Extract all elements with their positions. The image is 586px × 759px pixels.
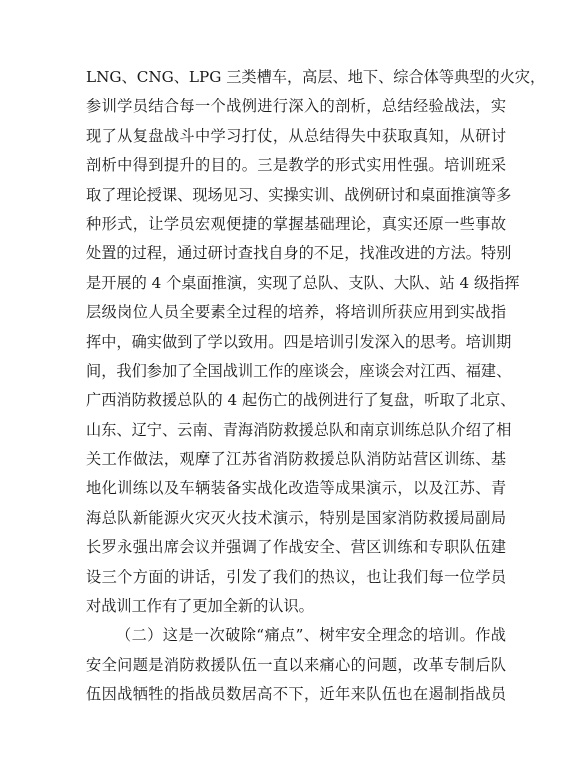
text-line: 设三个方面的讲话，引发了我们的热议，也让我们每一位学员 <box>86 567 506 586</box>
text-line: LNG、CNG、LPG 三类槽车，高层、地下、综合体等典型的火灾， <box>86 68 546 86</box>
text-line: 剖析中得到提升的目的。三是教学的形式实用性强。培训班采 <box>86 156 506 175</box>
text-line: 挥中，确实做到了学以致用。四是培训引发深入的思考。培训期 <box>86 332 512 351</box>
body-text <box>86 63 546 710</box>
text-line: 广西消防救援总队的 4 起伤亡的战例进行了复盘，听取了北京、 <box>86 391 516 410</box>
text-line: 间，我们参加了全国战训工作的座谈会，座谈会对江西、福建、 <box>86 361 512 380</box>
text-line: 是开展的 4 个桌面推演，实现了总队、支队、大队、站 4 级指挥 <box>86 273 520 292</box>
text-line: 安全问题是消防救援队伍一直以来痛心的问题，改革专制后队 <box>86 655 506 674</box>
text-line: 地化训练以及车辆装备实战化改造等成果演示，以及江苏、青 <box>86 479 506 498</box>
paragraph-1 <box>86 63 546 621</box>
text-line: 参训学员结合每一个战例进行深入的剖析，总结经验战法，实 <box>86 97 506 116</box>
text-line: 现了从复盘战斗中学习打仗，从总结得失中获取真知，从研讨 <box>86 126 506 145</box>
text-line: 取了理论授课、现场见习、实操实训、战例研讨和桌面推演等多 <box>86 185 512 204</box>
paragraph-2 <box>86 621 506 709</box>
text-line: 伍因战牺牲的指战员数居高不下，近年来队伍也在遏制指战员 <box>86 685 506 704</box>
text-line: 关工作做法，观摩了江苏省消防救援总队消防站营区训练、基 <box>86 450 506 469</box>
text-line: 长罗永强出席会议并强调了作战安全、营区训练和专职队伍建 <box>86 538 506 557</box>
text-line: 海总队新能源火灾灭火技术演示，特别是国家消防救援局副局 <box>86 508 506 527</box>
text-line: 处置的过程，通过研讨查找自身的不足，找准改进的方法。特别 <box>86 244 512 263</box>
text-line: 种形式，让学员宏观便捷的掌握基础理论，真实还原一些事故 <box>86 214 506 233</box>
text-line: （二）这是一次破除“痛点”、树牢安全理念的培训。作战 <box>116 626 506 645</box>
text-line: 山东、辽宁、云南、青海消防救援总队和南京训练总队介绍了相 <box>86 420 512 439</box>
text-line: 层级岗位人员全要素全过程的培养，将培训所获应用到实战指 <box>86 303 506 322</box>
text-line: 对战训工作有了更加全新的认识。 <box>86 597 314 616</box>
